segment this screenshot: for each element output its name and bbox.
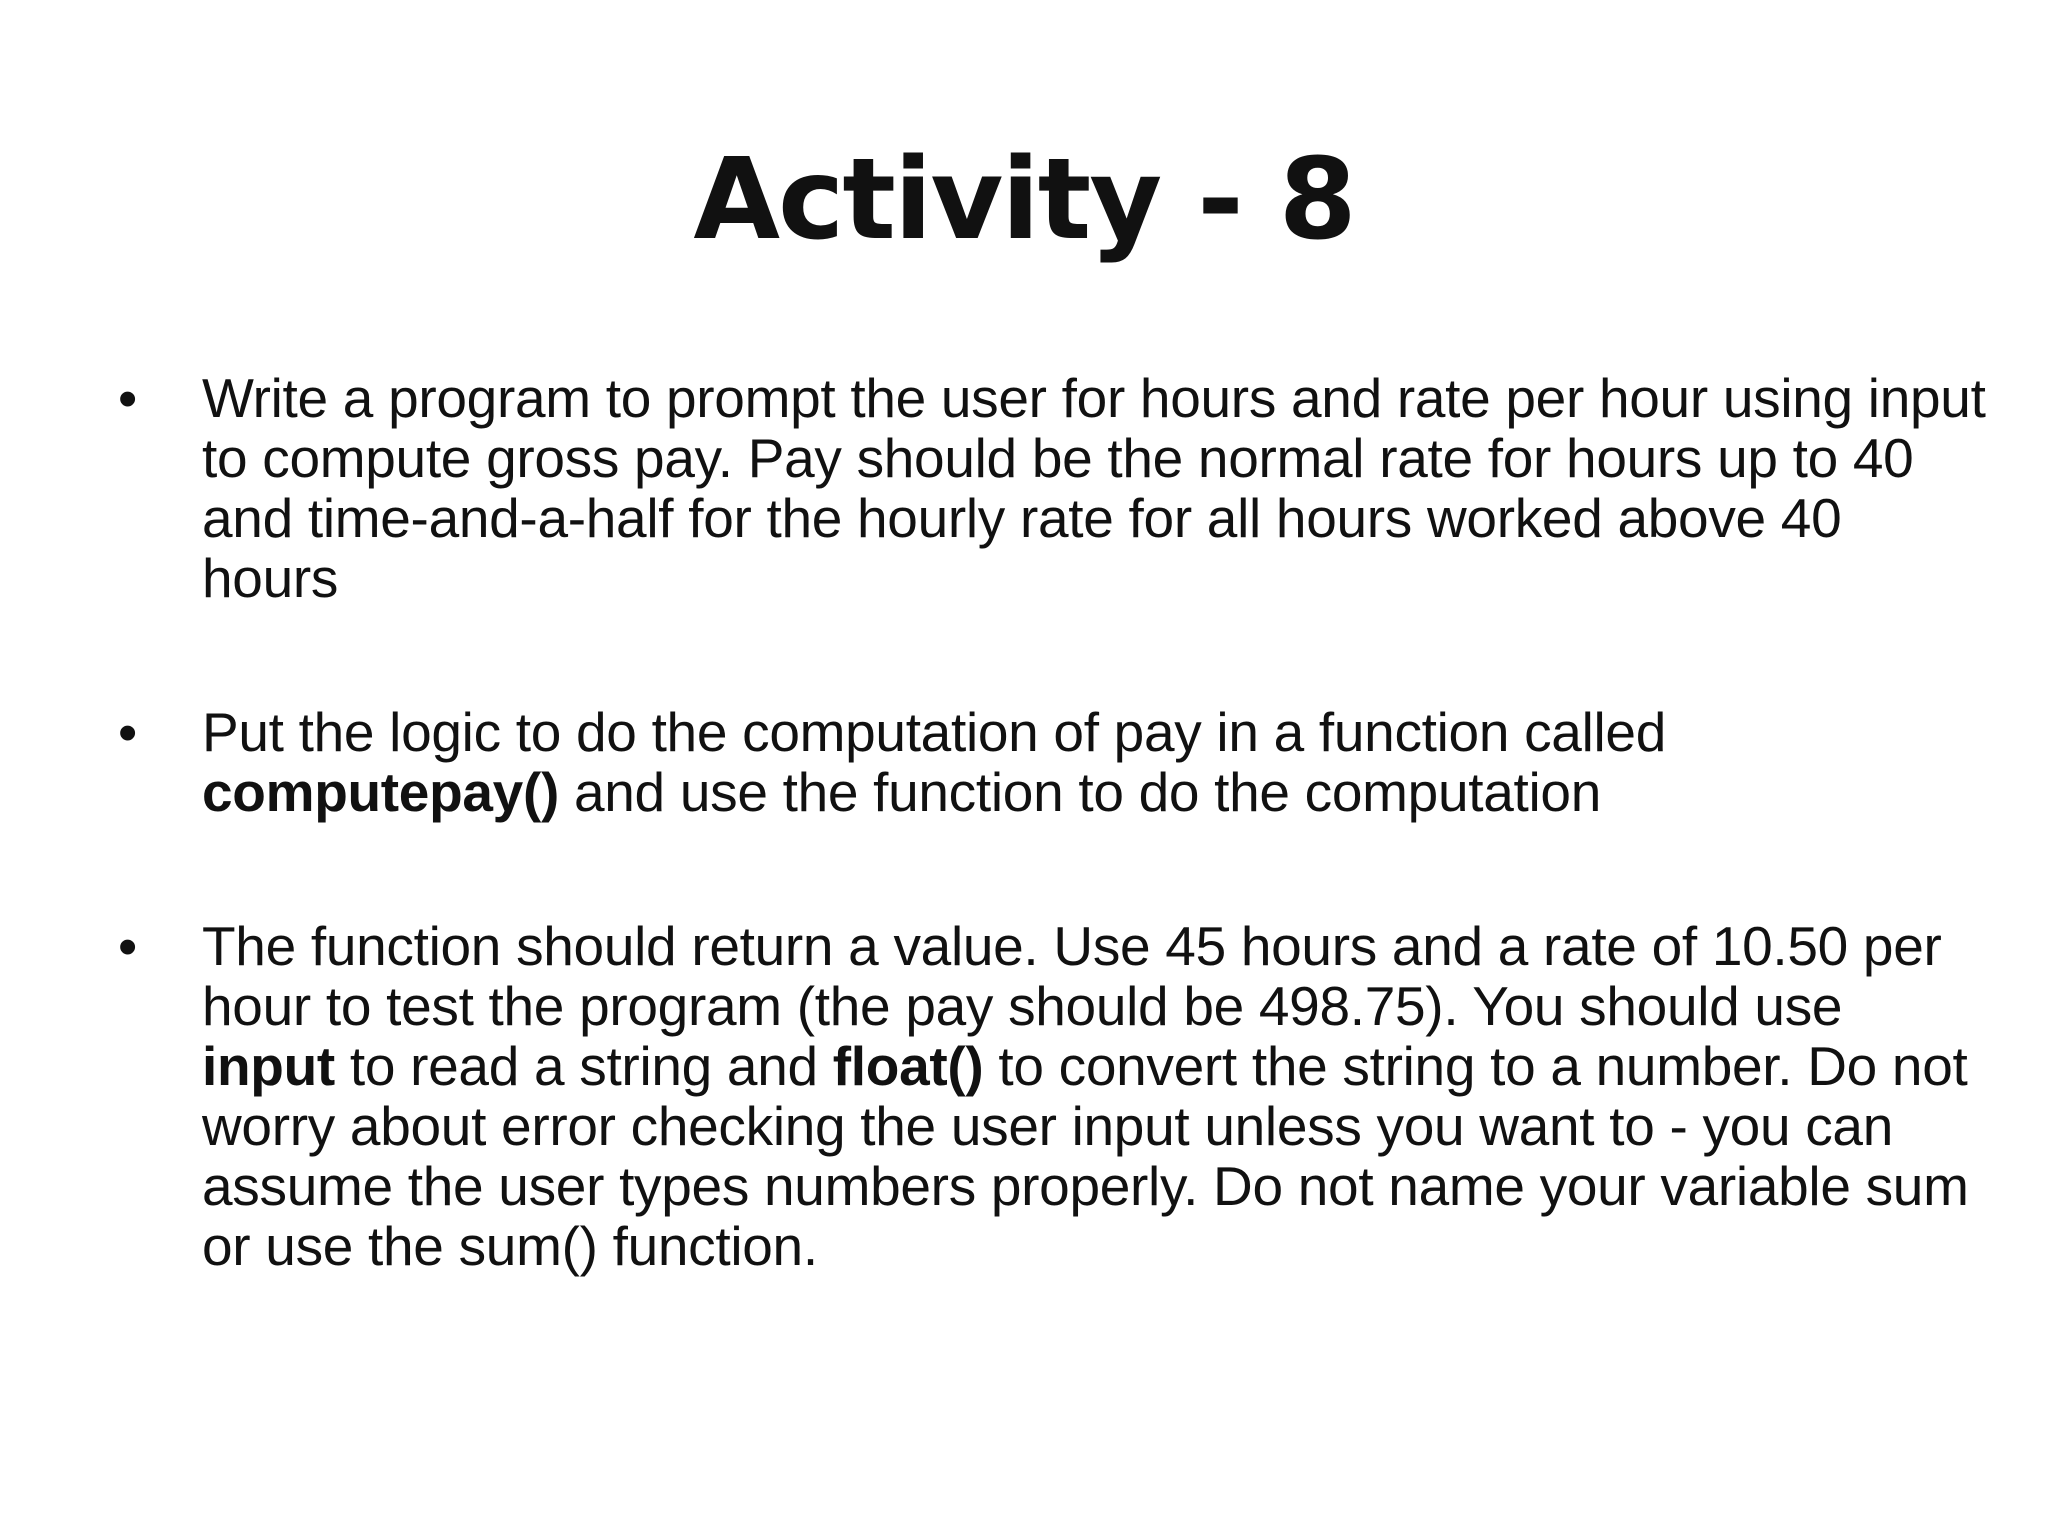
bullet-3-text-a: The function should return a value. Use 45 hours and a rate of 10.50 per hour to test the program (the pay should be 498.75). You should use: [202, 915, 1942, 1037]
bullet-1-text: Write a program to prompt the user for hours and rate per hour using input to compute gross pay. Pay should be the normal rate for hours up to 40 and time-and-a-half for the hourly rate for all hours worked above 40 hours: [202, 367, 1986, 609]
bullet-icon: •: [118, 915, 137, 977]
input-keyword: input: [202, 1035, 335, 1097]
bullet-item-1: [0, 368, 2048, 608]
bullet-item-2: [0, 702, 2048, 822]
slide-title: Activity - 8: [693, 135, 1355, 265]
bullet-item-3: [0, 916, 2048, 1276]
bullet-text-1: [202, 368, 1988, 608]
bullet-2-text-b: and use the function to do the computation: [559, 761, 1602, 823]
bullet-text-2: [202, 702, 1988, 822]
bullet-3-text-b: to read a string and: [334, 1035, 833, 1097]
bullet-icon: •: [118, 367, 137, 429]
bullet-list: [0, 368, 2048, 1276]
bullet-icon: •: [118, 701, 137, 763]
float-keyword: float(): [832, 1035, 984, 1097]
computepay-keyword: computepay(): [202, 761, 559, 823]
bullet-text-3: [202, 916, 1988, 1276]
bullet-3-text-c: to convert the string to a number. Do not worry about error checking the user input unless you want to - you can assume the user types numbers properly. Do not name your variable sum or use the sum() function.: [202, 1035, 1969, 1277]
bullet-2-text-a: Put the logic to do the computation of pay in a function called: [202, 701, 1667, 763]
